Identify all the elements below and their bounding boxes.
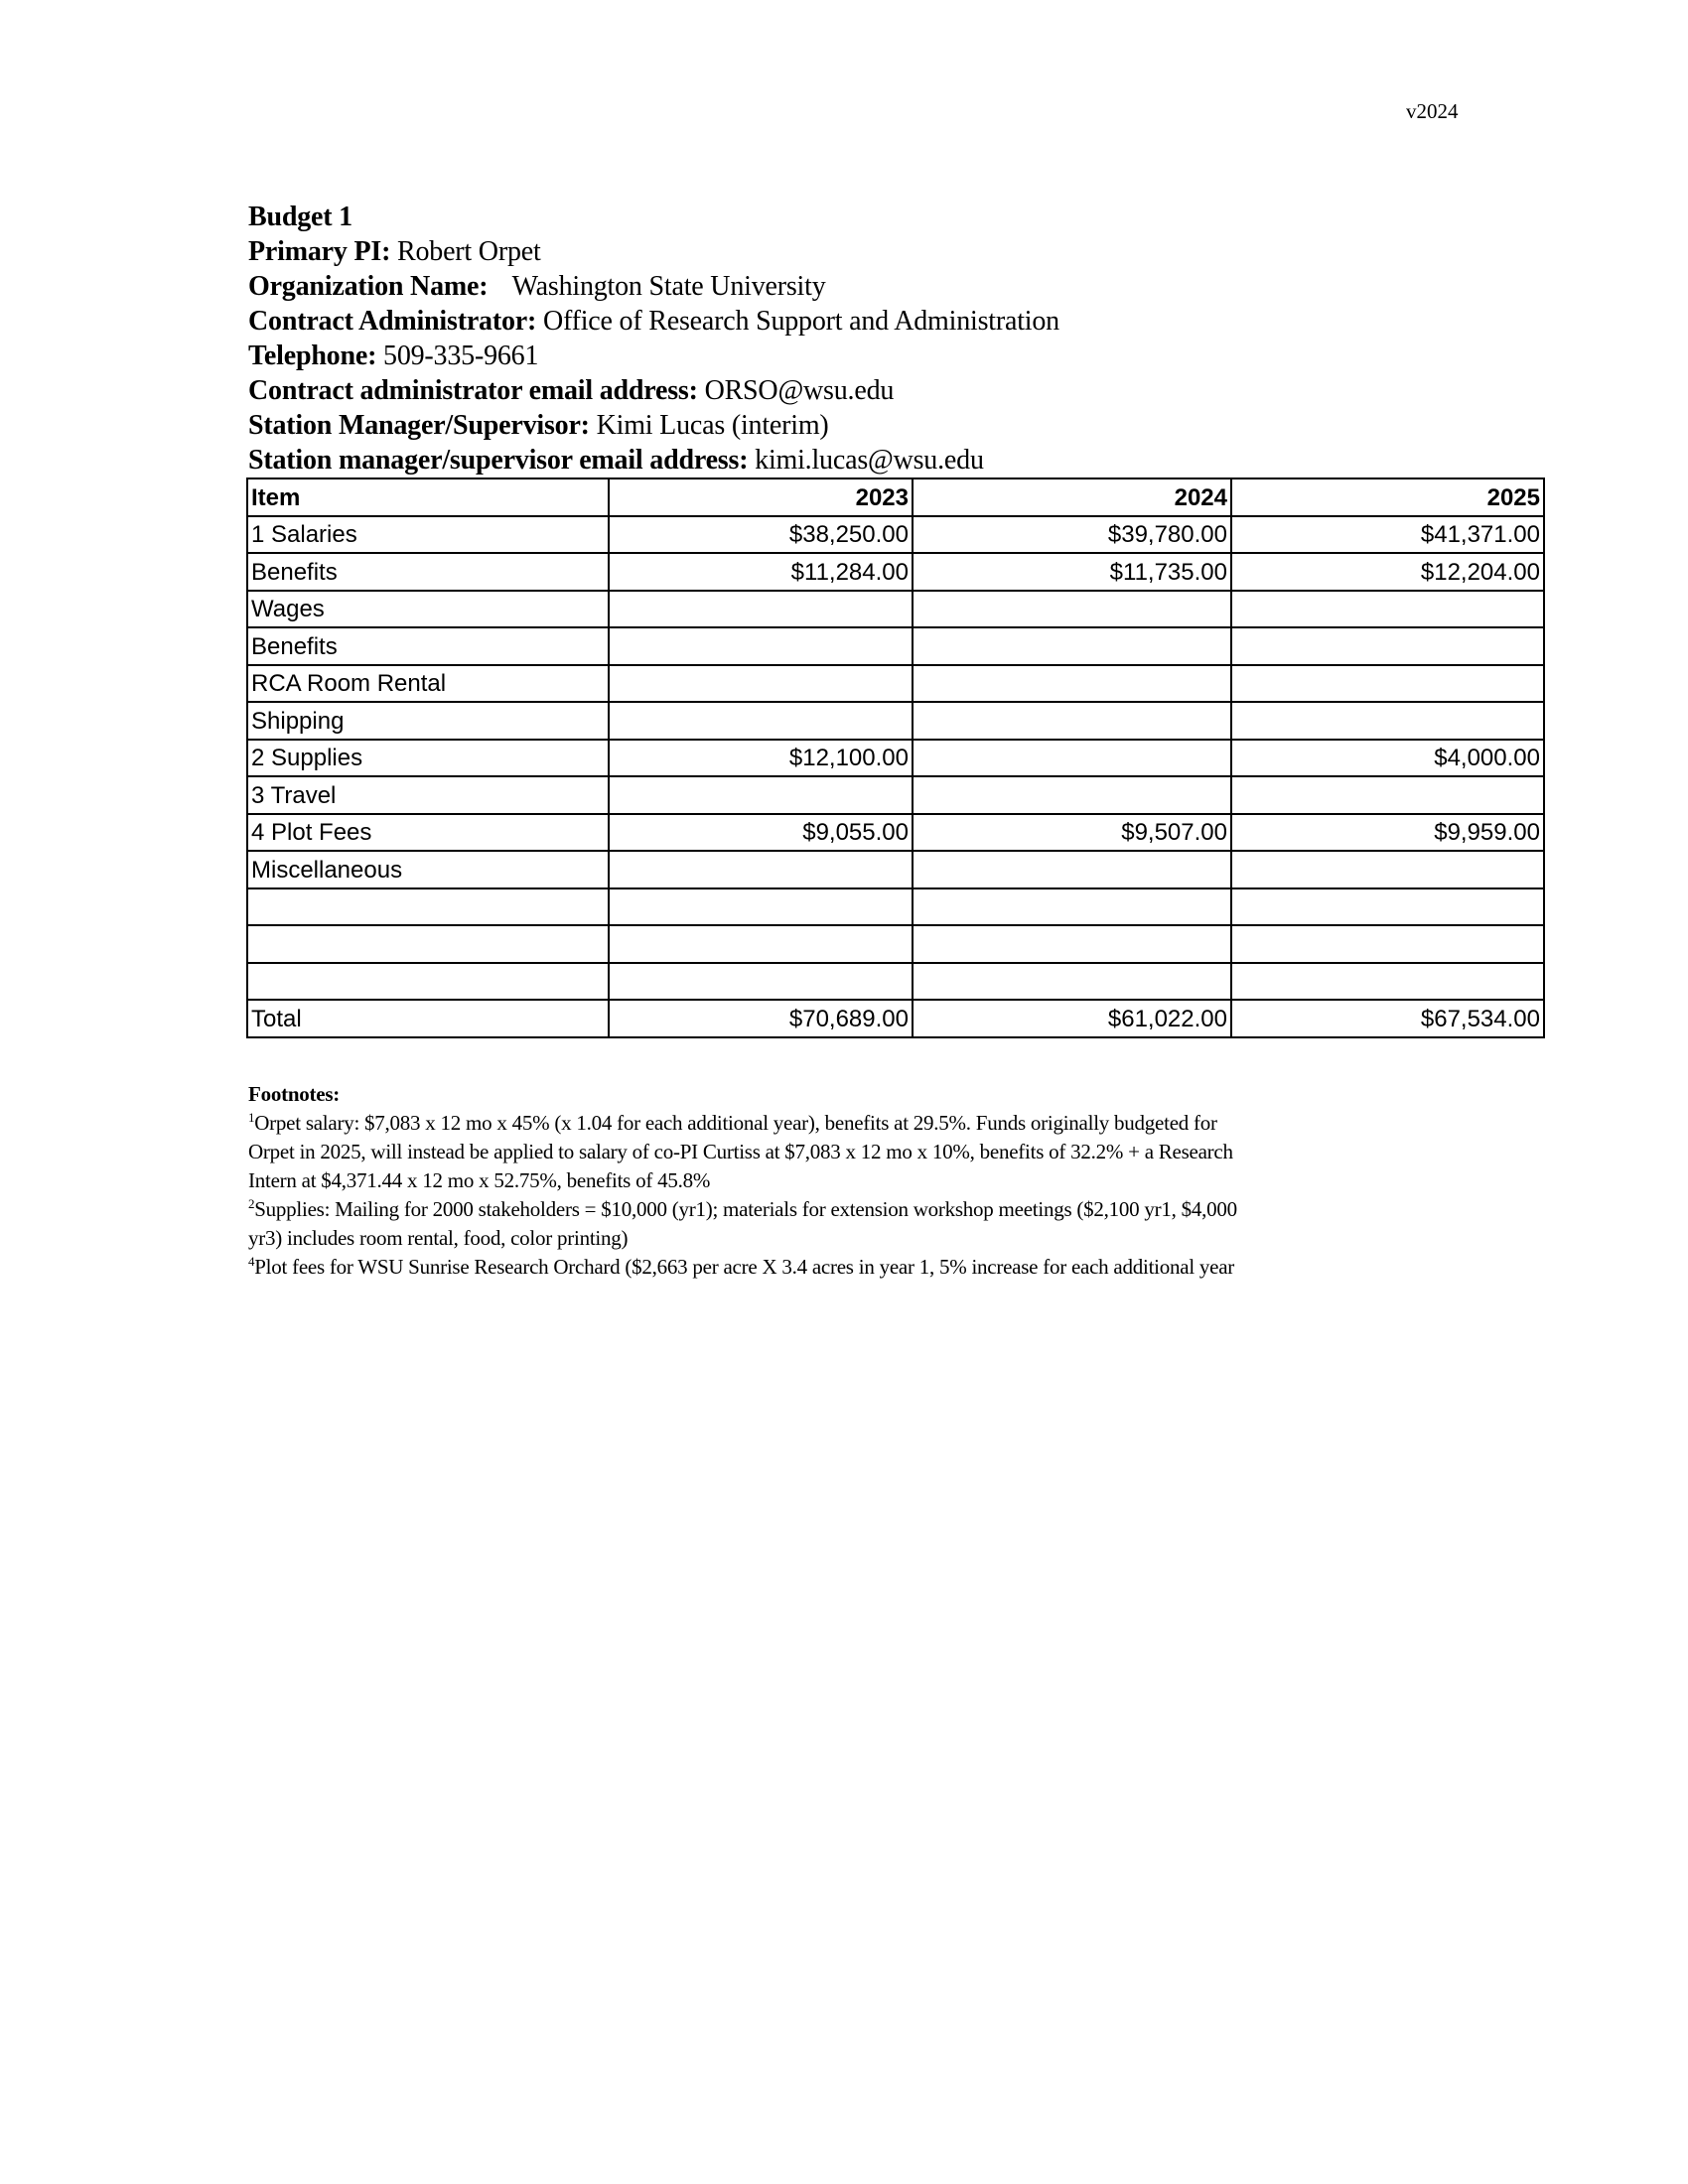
cell-2023: $12,100.00 — [609, 740, 913, 777]
cell-2024 — [913, 591, 1231, 628]
cell-2024: $9,507.00 — [913, 814, 1231, 852]
table-row-shipping — [247, 702, 1544, 740]
footnote-2 — [248, 1195, 1539, 1253]
footnote-text: yr3) includes room rental, food, color printing) — [248, 1226, 629, 1250]
table-header-row — [247, 478, 1544, 516]
cell-item — [247, 888, 609, 926]
cell-2023 — [609, 851, 913, 888]
footnote-text: Orpet in 2025, will instead be applied to salary of co-PI Curtiss at $7,083 x 12 mo x 10%, benefits of 32.2% + a Research — [248, 1140, 1233, 1163]
table-row-miscellaneous — [247, 851, 1544, 888]
cell-2024 — [913, 702, 1231, 740]
cell-2024: $39,780.00 — [913, 516, 1231, 554]
budget-table — [246, 478, 1545, 1038]
cell-2023: $38,250.00 — [609, 516, 913, 554]
cell-2025 — [1231, 665, 1544, 703]
cell-item: Shipping — [247, 702, 609, 740]
cell-2025 — [1231, 776, 1544, 814]
cell-item: Miscellaneous — [247, 851, 609, 888]
table-row-travel — [247, 776, 1544, 814]
footnotes-section — [248, 1080, 1539, 1282]
cell-2023: $70,689.00 — [609, 1000, 913, 1037]
contract-admin-value: Office of Research Support and Administration — [542, 306, 1059, 337]
cell-item: 2 Supplies — [247, 740, 609, 777]
primary-pi-value: Robert Orpet — [397, 236, 541, 267]
cell-item: Benefits — [247, 553, 609, 591]
cell-2025 — [1231, 702, 1544, 740]
table-row-empty — [247, 888, 1544, 926]
cell-item: Total — [247, 1000, 609, 1037]
footnote-text: Plot fees for WSU Sunrise Research Orchard ($2,663 per acre X 3.4 acres in year 1, 5% increase for each additional year — [254, 1255, 1235, 1279]
footnote-text: Orpet salary: $7,083 x 12 mo x 45% (x 1.04 for each additional year), benefits at 29.5%. Funds originally budgeted for — [254, 1111, 1217, 1135]
cell-2023 — [609, 888, 913, 926]
contract-admin-email-value[interactable]: ORSO@wsu.edu — [704, 375, 895, 406]
organization-line — [248, 269, 1059, 304]
station-manager-line — [248, 408, 1059, 443]
table-row-salaries — [247, 516, 1544, 554]
cell-2025 — [1231, 627, 1544, 665]
cell-2024: $11,735.00 — [913, 553, 1231, 591]
table-row-empty — [247, 925, 1544, 963]
cell-2025 — [1231, 591, 1544, 628]
cell-2025: $41,371.00 — [1231, 516, 1544, 554]
cell-item: RCA Room Rental — [247, 665, 609, 703]
cell-item — [247, 925, 609, 963]
cell-2024 — [913, 627, 1231, 665]
cell-2025: $9,959.00 — [1231, 814, 1544, 852]
cell-2023 — [609, 963, 913, 1001]
table-row-wage-benefits — [247, 627, 1544, 665]
budget-header — [248, 200, 1059, 478]
cell-2024 — [913, 776, 1231, 814]
organization-label: Organization Name: — [248, 271, 489, 302]
footnotes-title: Footnotes: — [248, 1082, 340, 1106]
cell-2025: $4,000.00 — [1231, 740, 1544, 777]
cell-item: Wages — [247, 591, 609, 628]
primary-pi-line — [248, 234, 1059, 269]
cell-2025: $12,204.00 — [1231, 553, 1544, 591]
station-manager-email-value[interactable]: kimi.lucas@wsu.edu — [755, 445, 984, 476]
cell-item: 3 Travel — [247, 776, 609, 814]
cell-2024 — [913, 851, 1231, 888]
cell-2023 — [609, 665, 913, 703]
cell-2024 — [913, 963, 1231, 1001]
cell-2023 — [609, 627, 913, 665]
station-manager-email-line — [248, 443, 1059, 478]
budget-title: Budget 1 — [248, 202, 352, 232]
contract-admin-email-label: Contract administrator email address: — [248, 375, 698, 406]
cell-2024: $61,022.00 — [913, 1000, 1231, 1037]
telephone-line — [248, 339, 1059, 373]
table-row-rca-room-rental — [247, 665, 1544, 703]
cell-2023 — [609, 776, 913, 814]
footnote-4 — [248, 1253, 1539, 1282]
column-header-2025: 2025 — [1231, 478, 1544, 516]
cell-2024 — [913, 925, 1231, 963]
cell-2025 — [1231, 888, 1544, 926]
organization-value: Washington State University — [511, 271, 826, 302]
cell-2025: $67,534.00 — [1231, 1000, 1544, 1037]
contract-admin-label: Contract Administrator: — [248, 306, 537, 337]
cell-2023 — [609, 925, 913, 963]
cell-2023 — [609, 702, 913, 740]
column-header-2024: 2024 — [913, 478, 1231, 516]
table-row-total — [247, 1000, 1544, 1037]
footnote-marker: 2 — [248, 1196, 255, 1211]
footnote-marker: 1 — [248, 1110, 255, 1125]
cell-2023 — [609, 591, 913, 628]
cell-2025 — [1231, 963, 1544, 1001]
cell-2024 — [913, 665, 1231, 703]
table-row-empty — [247, 963, 1544, 1001]
table-row-wages — [247, 591, 1544, 628]
station-manager-email-label: Station manager/supervisor email address: — [248, 445, 749, 476]
cell-2024 — [913, 888, 1231, 926]
table-row-supplies — [247, 740, 1544, 777]
primary-pi-label: Primary PI: — [248, 236, 391, 267]
station-manager-label: Station Manager/Supervisor: — [248, 410, 590, 441]
table-row-benefits — [247, 553, 1544, 591]
version-label: v2024 — [1406, 99, 1459, 123]
contract-admin-email-line — [248, 373, 1059, 408]
station-manager-value: Kimi Lucas (interim) — [596, 410, 829, 441]
cell-2023: $11,284.00 — [609, 553, 913, 591]
cell-2023: $9,055.00 — [609, 814, 913, 852]
footnote-1 — [248, 1109, 1539, 1195]
cell-item — [247, 963, 609, 1001]
telephone-value: 509-335-9661 — [383, 341, 539, 371]
cell-2025 — [1231, 851, 1544, 888]
column-header-item: Item — [247, 478, 609, 516]
footnote-text: Supplies: Mailing for 2000 stakeholders = $10,000 (yr1); materials for extension workshop meetings ($2,100 yr1, $4,000 — [254, 1197, 1237, 1221]
footnote-marker: 4 — [248, 1254, 255, 1269]
column-header-2023: 2023 — [609, 478, 913, 516]
cell-item: 1 Salaries — [247, 516, 609, 554]
cell-item: Benefits — [247, 627, 609, 665]
footnote-text: Intern at $4,371.44 x 12 mo x 52.75%, benefits of 45.8% — [248, 1168, 711, 1192]
table-row-plot-fees — [247, 814, 1544, 852]
cell-item: 4 Plot Fees — [247, 814, 609, 852]
cell-2025 — [1231, 925, 1544, 963]
cell-2024 — [913, 740, 1231, 777]
telephone-label: Telephone: — [248, 341, 377, 371]
contract-admin-line — [248, 304, 1059, 339]
